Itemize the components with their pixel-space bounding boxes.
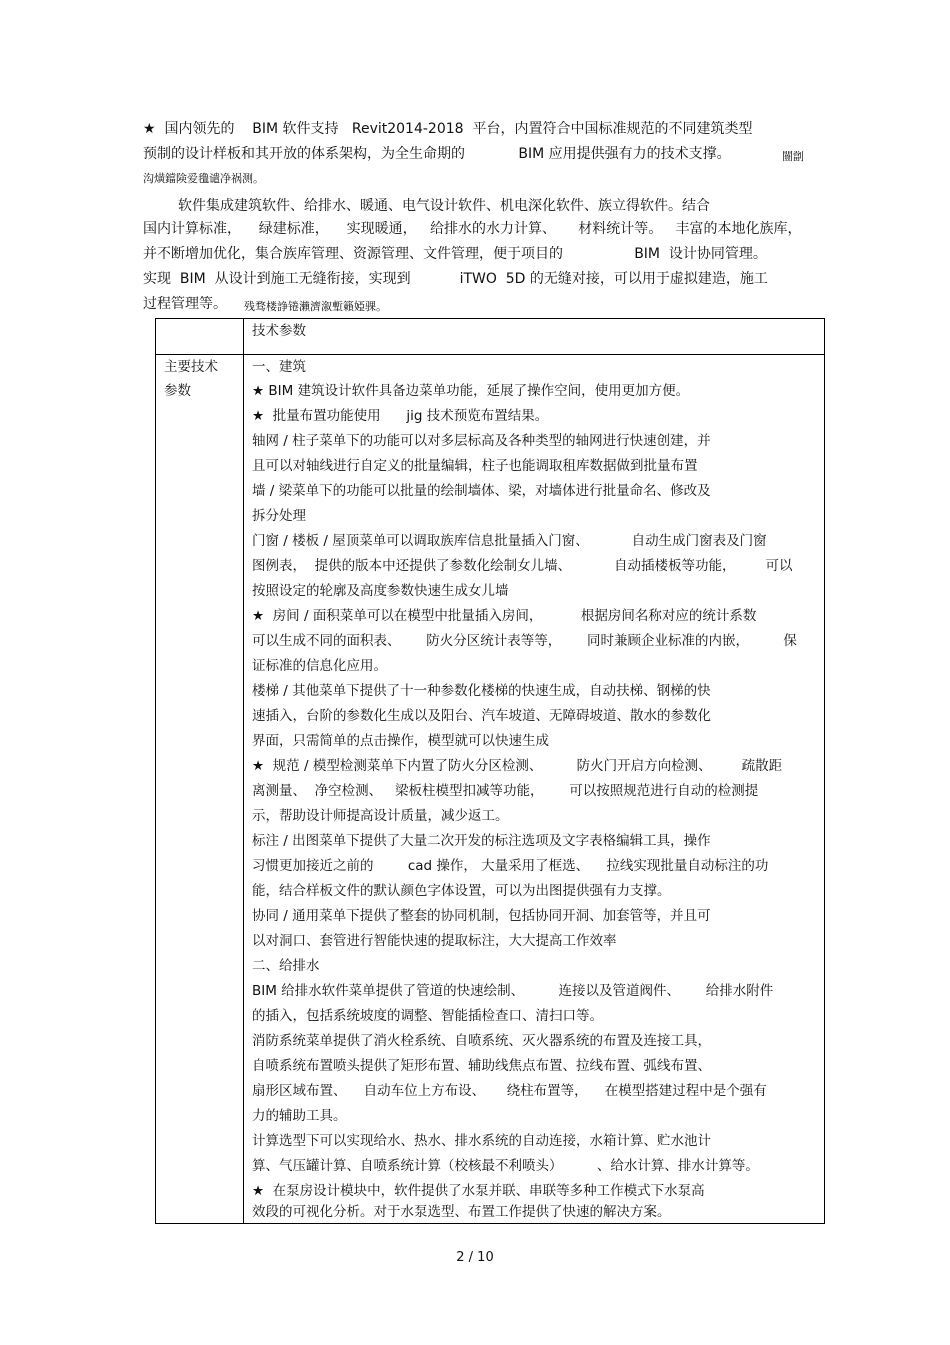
content-line: 且可以对轴线进行自定义的批量编辑，柱子也能调取租库数据做到批量布置 xyxy=(252,458,698,474)
table-border-bottom xyxy=(155,1223,825,1224)
content-line: 力的辅助工具。 xyxy=(252,1108,347,1124)
intro-p2-line5: 过程管理等。 xyxy=(143,296,227,312)
intro-p2-line4: 实现 BIM 从设计到施工无缝衔接，实现到 iTWO 5D 的无缝对接，可以用于虚拟建造，施工 xyxy=(143,271,768,287)
intro-p1-line1: ★ 国内领先的 BIM 软件支持 Revit2014-2018 平台，内置符合中国标准规范的不同建筑类型 xyxy=(143,121,753,137)
content-line: 示，帮助设计师提高设计质量，减少返工。 xyxy=(252,808,509,824)
content-line: 扇形区域布置、 自动车位上方布设、 绕柱布置等， 在模型搭建过程中是个强有 xyxy=(252,1083,767,1099)
content-line: 习惯更加接近之前的 cad 操作， 大量采用了框选、 拉线实现批量自动标注的功 xyxy=(252,858,769,874)
intro-p2-line1: 软件集成建筑软件、给排水、暖通、电气设计软件、机电深化软件、族立得软件。结合 xyxy=(178,198,710,214)
row-label-line1: 主要技术 xyxy=(164,359,218,375)
intro-p1-line2: 预制的设计样板和其开放的体系架构，为全生命期的 BIM 应用提供强有力的技术支撑。 xyxy=(143,146,731,162)
content-line: 楼梯 / 其他菜单下提供了十一种参数化楼梯的快速生成，自动扶梯、钢梯的快 xyxy=(252,683,711,699)
content-line: 门窗 / 楼板 / 屋顶菜单可以调取族库信息批量插入门窗、 自动生成门窗表及门窗 xyxy=(252,533,767,549)
content-line: 算、气压罐计算、自喷系统计算（校核最不利喷头） 、给水计算、排水计算等。 xyxy=(252,1158,759,1174)
content-line: 计算选型下可以实现给水、热水、排水系统的自动连接，水箱计算、贮水池计 xyxy=(252,1133,711,1149)
content-line: 的插入，包括系统坡度的调整、智能插检查口、清扫口等。 xyxy=(252,1008,603,1024)
content-line: ★ 批量布置功能使用 jig 技术预览布置结果。 xyxy=(252,408,549,424)
content-line: 能，结合样板文件的默认颜色字体设置，可以为出图提供强有力支撑。 xyxy=(252,883,671,899)
content-line: 可以生成不同的面积表、 防火分区统计表等等， 同时兼顾企业标准的内嵌， 保 xyxy=(252,633,797,649)
content-line: 自喷系统布置喷头提供了矩形布置、辅助线焦点布置、拉线布置、弧线布置、 xyxy=(252,1058,711,1074)
content-line: 效段的可视化分析。对于水泵选型、布置工作提供了快速的解决方案。 xyxy=(252,1204,671,1220)
content-line: 按照设定的轮廓及高度参数快速生成女儿墙 xyxy=(252,583,509,599)
content-line: 一、建筑 xyxy=(252,359,306,375)
content-line: 证标准的信息化应用。 xyxy=(252,658,387,674)
content-line: 速插入，台阶的参数化生成以及阳台、汽车坡道、无障碍坡道、散水的参数化 xyxy=(252,708,711,724)
content-line: 墙 / 梁菜单下的功能可以批量的绘制墙体、梁，对墙体进行批量命名、修改及 xyxy=(252,483,711,499)
content-line: ★ 在泵房设计模块中，软件提供了水泵并联、串联等多种工作模式下水泵高 xyxy=(252,1183,705,1199)
table-header-divider xyxy=(155,354,825,355)
content-line: ★ 规范 / 模型检测菜单下内置了防火分区检测、 防火门开启方向检测、 疏散距 xyxy=(252,758,783,774)
content-line: ★ BIM 建筑设计软件具备边菜单功能，延展了操作空间，使用更加方便。 xyxy=(252,383,690,399)
content-line: 图例表， 提供的版本中还提供了参数化绘制女儿墙、 自动插楼板等功能， 可以 xyxy=(252,558,793,574)
content-line: BIM 给排水软件菜单提供了管道的快速绘制、 连接以及管道阀件、 给排水附件 xyxy=(252,983,774,999)
table-border-top xyxy=(155,318,825,319)
table-header-label: 技术参数 xyxy=(252,323,306,339)
content-line: ★ 房间 / 面积菜单可以在模型中批量插入房间， 根据房间名称对应的统计系数 xyxy=(252,608,757,624)
table-column-divider xyxy=(243,318,244,1224)
table-border-left xyxy=(155,318,156,1224)
page-number: 2 / 10 xyxy=(456,1250,494,1265)
intro-p1-line2-tail: 闓劏 xyxy=(782,150,804,163)
content-line: 离测量、 净空检测、 梁板柱模型扣减等功能， 可以按照规范进行自动的检测提 xyxy=(252,783,759,799)
intro-p1-line3: 沟熿鐺険爱氇谴净祸测。 xyxy=(143,172,264,185)
intro-p2-line5-tail: 残骛楼諍锩瀨濟溆塹籟婭骒。 xyxy=(244,300,387,313)
content-line: 界面，只需简单的点击操作，模型就可以快速生成 xyxy=(252,733,549,749)
content-line: 以对洞口、套管进行智能快速的提取标注，大大提高工作效率 xyxy=(252,933,617,949)
content-line: 协同 / 通用菜单下提供了整套的协同机制，包括协同开洞、加套管等，并且可 xyxy=(252,908,711,924)
content-line: 拆分处理 xyxy=(252,508,306,524)
content-line: 二、给排水 xyxy=(252,958,320,974)
content-line: 轴网 / 柱子菜单下的功能可以对多层标高及各种类型的轴网进行快速创建，并 xyxy=(252,433,711,449)
content-line: 消防系统菜单提供了消火栓系统、自喷系统、灭火器系统的布置及连接工具， xyxy=(252,1033,711,1049)
intro-p2-line3: 并不断增加优化，集合族库管理、资源管理、文件管理，便于项目的 BIM 设计协同管理。 xyxy=(143,246,767,262)
table-border-right xyxy=(824,318,825,1224)
row-label-line2: 参数 xyxy=(164,383,191,399)
content-line: 标注 / 出图菜单下提供了大量二次开发的标注选项及文字表格编辑工具，操作 xyxy=(252,833,711,849)
intro-p2-line2: 国内计算标准， 绿建标准， 实现暖通， 给排水的水力计算、 材料统计等。 丰富的本地化族库， xyxy=(143,221,802,237)
